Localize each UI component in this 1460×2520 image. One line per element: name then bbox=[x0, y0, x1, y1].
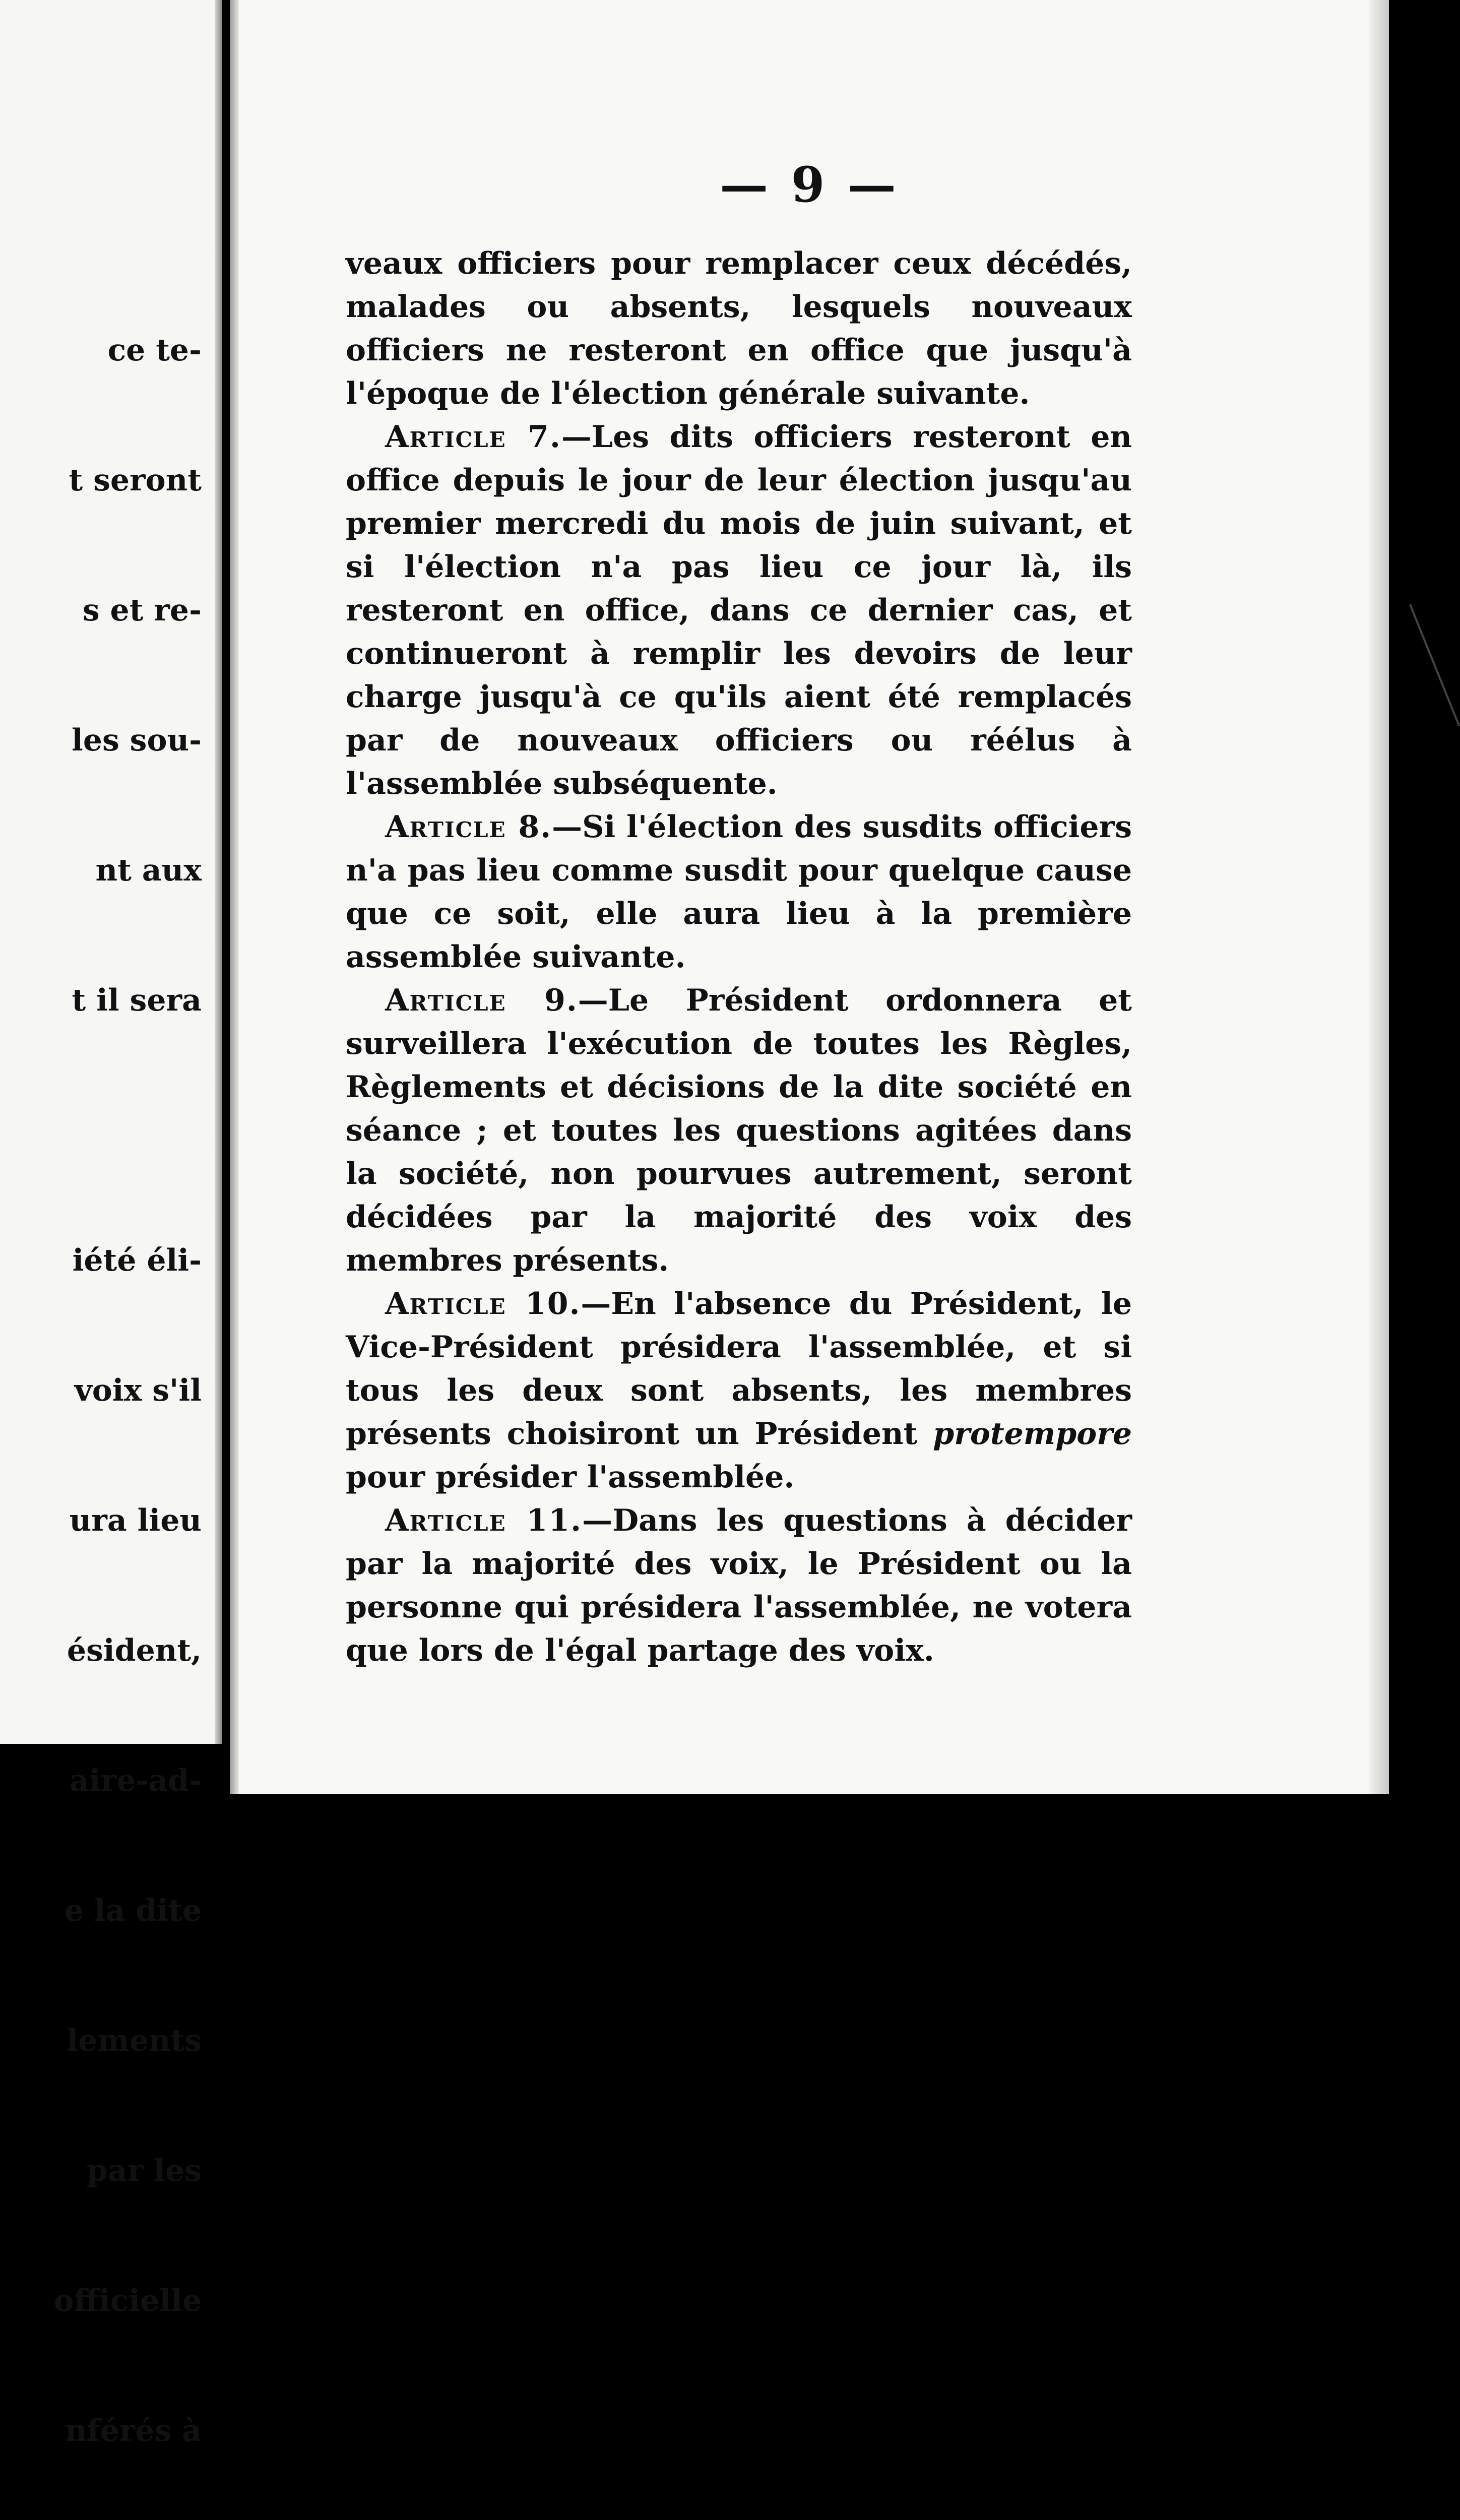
left-line: t il sera bbox=[72, 983, 202, 1018]
left-facing-page bbox=[0, 0, 222, 2448]
left-line: voix s'il bbox=[74, 1373, 202, 1408]
left-line: ésident, bbox=[67, 1633, 202, 1668]
body-text bbox=[346, 242, 1132, 1672]
page-right-edge bbox=[1369, 0, 1389, 1794]
article-heading: Article 7. bbox=[385, 419, 561, 455]
main-page bbox=[230, 0, 1389, 1794]
left-line: par les bbox=[86, 2153, 202, 2188]
page-number: — 9 — bbox=[720, 156, 899, 213]
left-line: ura lieu bbox=[69, 1503, 202, 1538]
paragraph-text: —Si l'élection des susdits officiers n'a pas lieu comme susdit pour quelque cause que ce soit, elle aura lieu à la première assemblée suivante. bbox=[346, 809, 1132, 975]
left-line: nférés à bbox=[65, 2413, 202, 2448]
paragraph-text: pour présider l'assemblée. bbox=[346, 1460, 795, 1495]
page-gutter-shadow bbox=[215, 0, 222, 1744]
article-7-paragraph bbox=[346, 415, 1132, 805]
left-line: iété éli- bbox=[72, 1243, 202, 1278]
left-line: e la dite bbox=[64, 1893, 202, 1928]
paragraph-text: —En l'absence du Président, le Vice-Président présidera l'assemblée, et si tous les deux sont absents, les membres présents choisiront un Président bbox=[346, 1286, 1132, 1452]
left-line: ce te- bbox=[107, 333, 202, 368]
left-page-text bbox=[49, 242, 202, 2520]
margin-scratch-mark bbox=[1409, 604, 1460, 727]
left-line: lements bbox=[67, 2023, 202, 2058]
left-line: s et re- bbox=[82, 593, 202, 628]
article-heading: Article 10. bbox=[385, 1286, 581, 1321]
left-line: nt aux bbox=[95, 853, 202, 888]
left-line: officielle bbox=[53, 2283, 202, 2318]
left-line: aire-ad- bbox=[69, 1763, 202, 1798]
article-8-paragraph bbox=[346, 805, 1132, 979]
paragraph-text: —Le Président ordonnera et surveillera l'exécution de toutes les Règles, Règlements et décisions de la dite société en séance ; et toutes les questions agitées dans la société, non pourvues autrement, seront décidées par la majorité des voix des membres présents. bbox=[346, 983, 1132, 1278]
article-9-paragraph bbox=[346, 979, 1132, 1282]
left-line: les sou- bbox=[72, 723, 202, 758]
article-heading: Article 8. bbox=[385, 809, 552, 845]
page-binding-edge bbox=[230, 0, 239, 1794]
italic-term: protempore bbox=[933, 1416, 1132, 1452]
left-line: t seront bbox=[69, 463, 202, 498]
continuation-paragraph bbox=[346, 242, 1132, 415]
paragraph-text: —Les dits officiers resteront en office depuis le jour de leur élection jusqu'au premier mercredi du mois de juin suivant, et si l'élection n'a pas lieu ce jour là, ils resteront en office, dans ce dernier cas, et continueront à remplir les devoirs de leur charge jusqu'à ce qu'ils aient été remplacés par de nouveaux officiers ou réélus à l'assemblée subséquente. bbox=[346, 419, 1132, 801]
left-line bbox=[49, 1109, 202, 1152]
article-10-paragraph bbox=[346, 1282, 1132, 1499]
article-heading: Article 11. bbox=[385, 1503, 583, 1538]
paragraph-text: —Dans les questions à décider par la majorité des voix, le Président ou la personne qui présidera l'assemblée, ne votera que lors de l'égal partage des voix. bbox=[346, 1503, 1132, 1668]
article-heading: Article 9. bbox=[385, 983, 578, 1018]
paragraph-text: veaux officiers pour remplacer ceux décédés, malades ou absents, lesquels nouveaux officiers ne resteront en office que jusqu'à l'époque de l'élection générale suivante. bbox=[346, 246, 1132, 411]
article-11-paragraph bbox=[346, 1499, 1132, 1672]
